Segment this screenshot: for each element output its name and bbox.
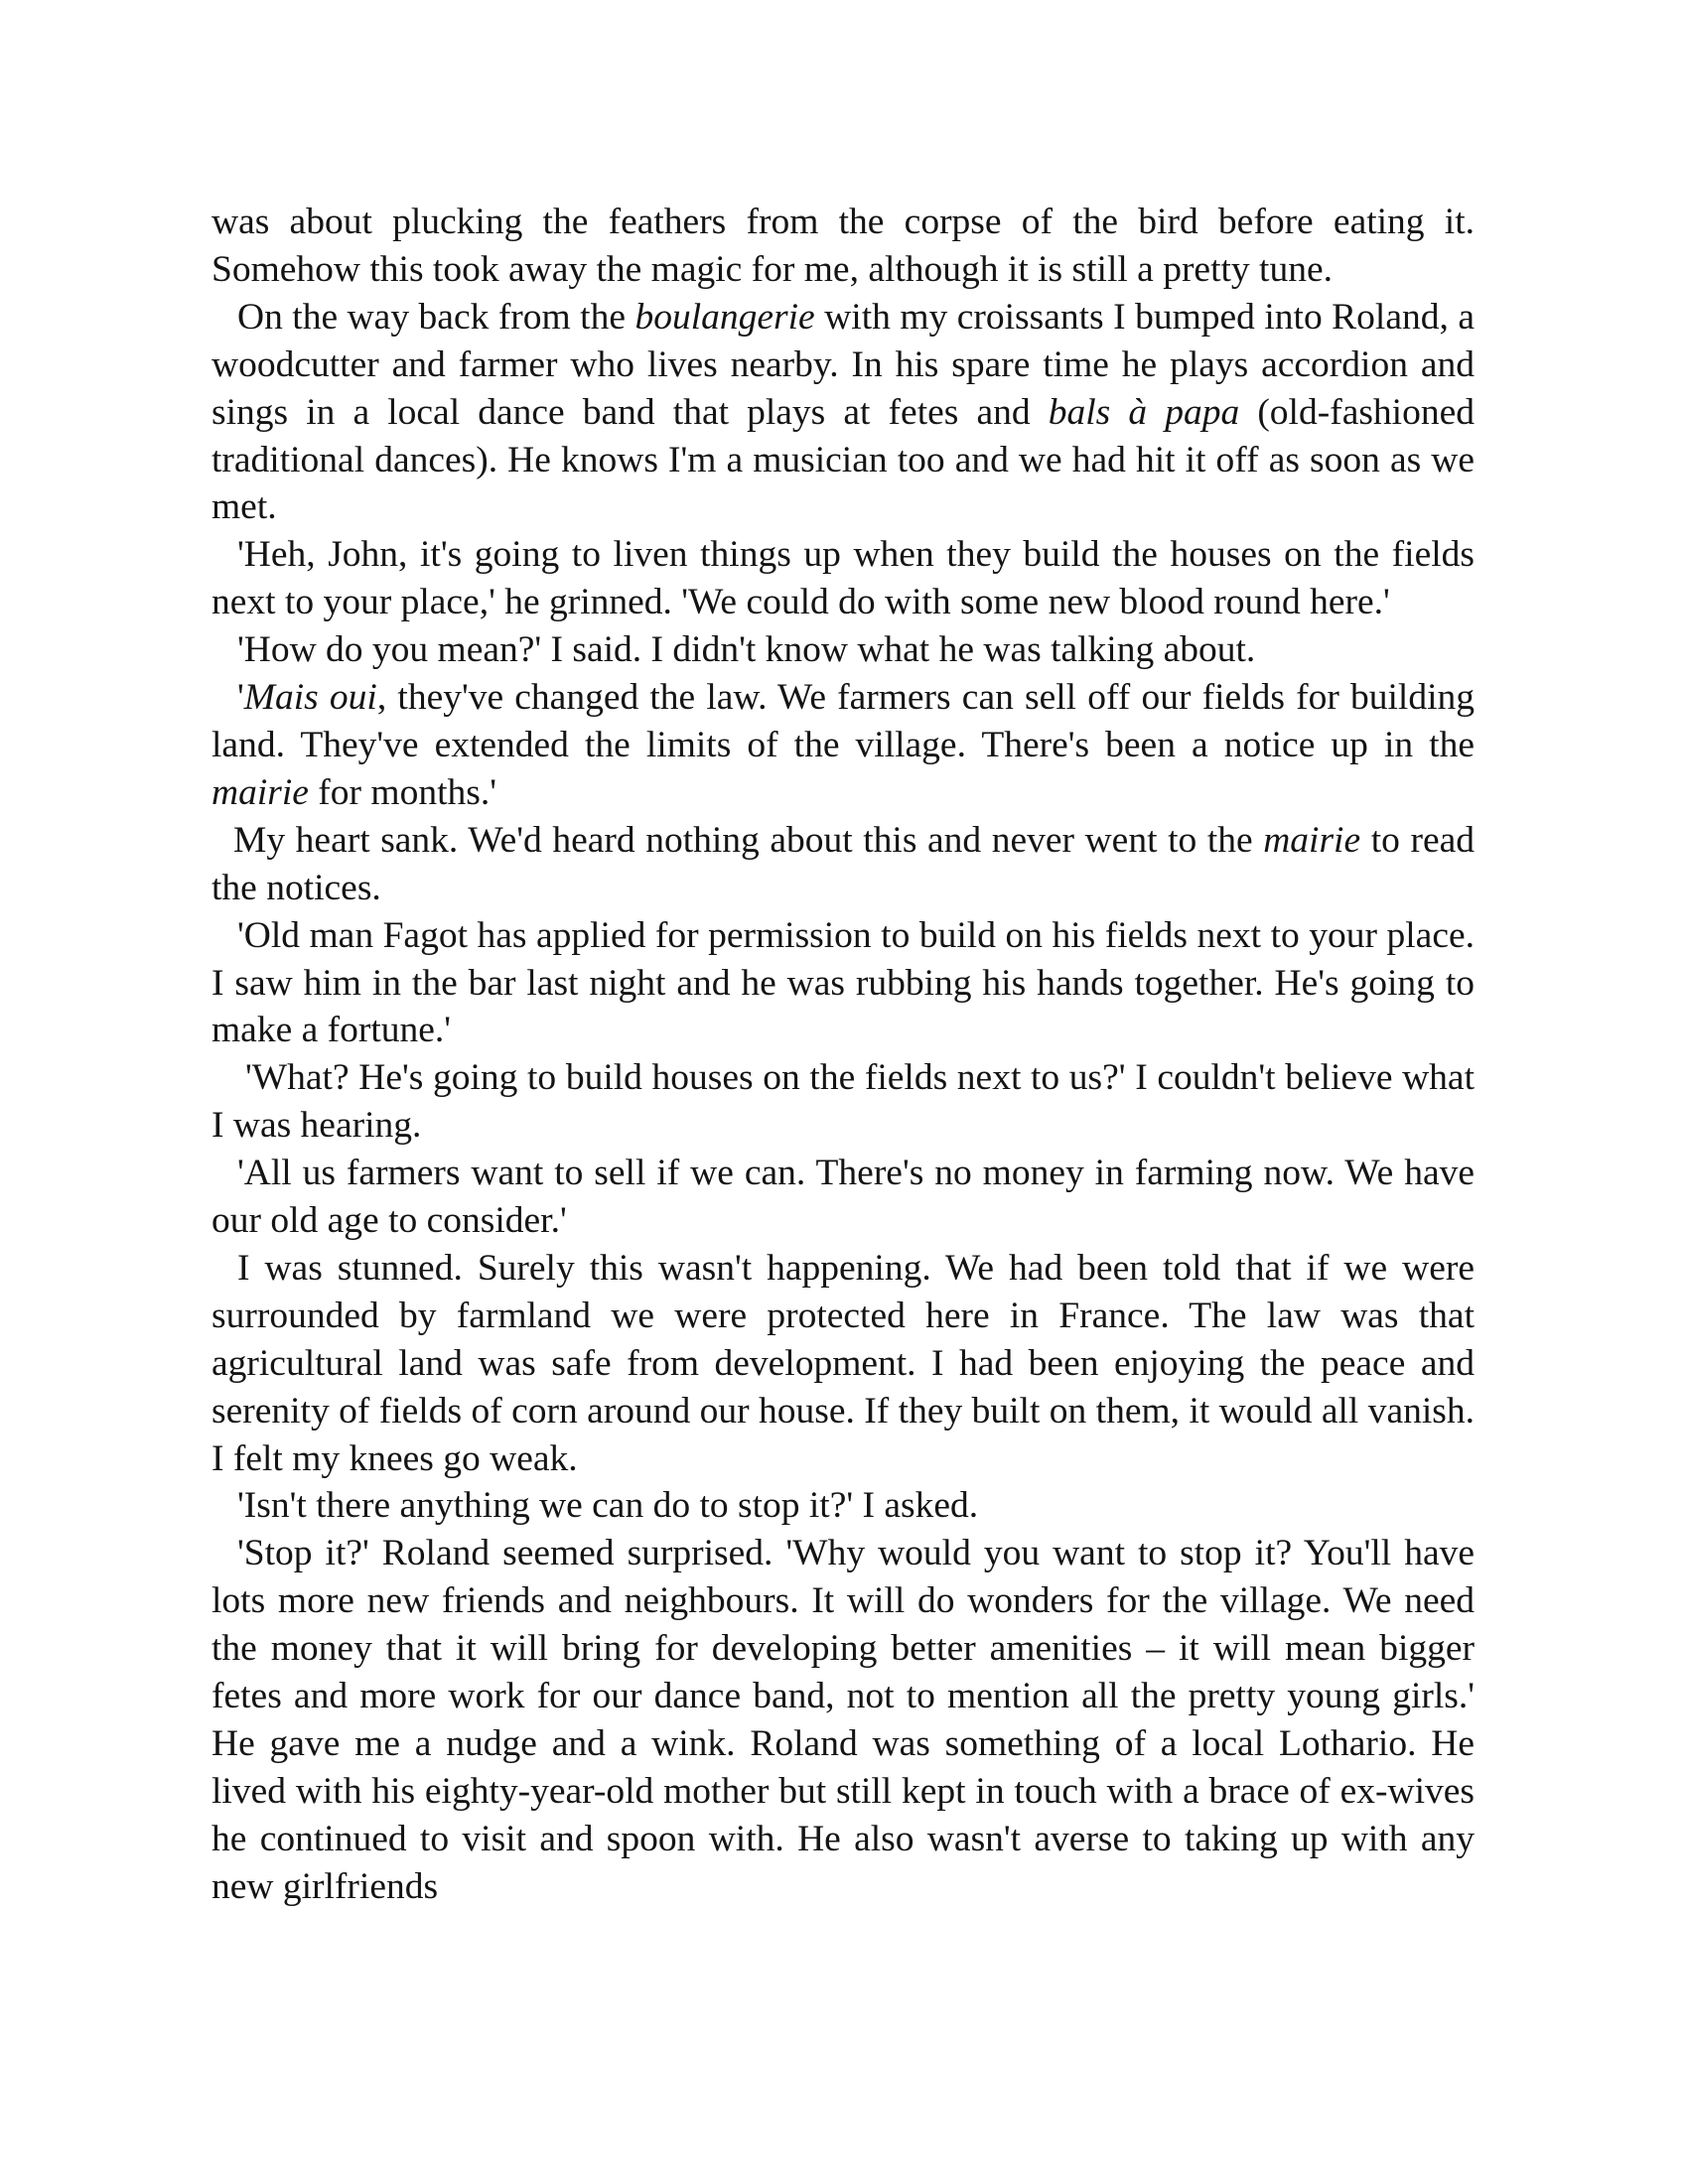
paragraph-8: [211, 1054, 1475, 1150]
paragraph-text: 'Isn't there anything we can do to stop it?' I asked.: [237, 1485, 979, 1527]
paragraph-text: for months.': [308, 771, 496, 813]
italic-term-boulangerie: boulangerie: [634, 296, 815, 338]
paragraph-1: [211, 199, 1475, 294]
page-body-text: [211, 199, 1475, 1911]
paragraph-text: 'All us farmers want to sell if we can. There's no money in farming now. We have our old age to consider.': [211, 1153, 1475, 1242]
paragraph-text: 'What? He's going to build houses on the fields next to us?' I couldn't believe what I was hearing.: [211, 1057, 1475, 1147]
italic-term-bals-a-papa: bals à papa: [1048, 391, 1240, 433]
italic-term-mairie: mairie: [211, 771, 309, 813]
paragraph-text: (old-fashioned traditional dances). He knows I'm a musician too and we had hit it off as soon as we met.: [211, 391, 1475, 528]
italic-term-mairie: mairie: [1263, 819, 1361, 861]
paragraph-11: [211, 1482, 1475, 1530]
paragraph-text: ': [237, 677, 244, 719]
paragraph-6: [211, 817, 1475, 912]
paragraph-text: 'Old man Fagot has applied for permission to build on his fields next to your place. I saw him in the bar last night and he was rubbing his hands together. He's going to make a fortune.': [211, 914, 1475, 1051]
paragraph-text: On the way back from the: [237, 296, 635, 338]
paragraph-text: 'Stop it?' Roland seemed surprised. 'Why would you want to stop it? You'll have lots more new friends and neighbours. It will do wonders for the village. We need the money that it will bring for developing better amenities – it will mean bigger fetes and more work for our dance band, not to mention all the pretty young girls.' He gave me a nudge and a wink. Roland was something of a local Lothario. He lived with his eighty-year-old mother but still kept in touch with a brace of ex-wives he continued to visit and spoon with. He also wasn't averse to taking up with any new girlfriends: [211, 1533, 1475, 1907]
paragraph-text: , they've changed the law. We farmers can sell off our fields for building land. They've extended the limits of the village. There's been a notice up in the: [211, 677, 1475, 765]
paragraph-2: [211, 294, 1475, 532]
paragraph-text: with my croissants I bumped into Roland, a woodcutter and farmer who lives nearby. In his spare time he plays accordion and sings in a local dance band that plays at fetes and: [211, 296, 1475, 433]
paragraph-7: [211, 912, 1475, 1055]
paragraph-text: 'How do you mean?' I said. I didn't know what he was talking about.: [237, 629, 1256, 671]
paragraph-text: My heart sank. We'd heard nothing about this and never went to the: [233, 819, 1264, 861]
italic-term-mais-oui: Mais oui: [243, 677, 377, 719]
paragraph-12: [211, 1530, 1475, 1910]
paragraph-5: [211, 674, 1475, 817]
paragraph-4: [211, 626, 1475, 674]
paragraph-text: to read the notices.: [211, 819, 1475, 908]
paragraph-text: was about plucking the feathers from the corpse of the bird before eating it. Somehow this took away the magic for me, although it is still a pretty tune.: [211, 202, 1475, 290]
paragraph-text: 'Heh, John, it's going to liven things up when they build the houses on the fields next to your place,' he grinned. 'We could do with some new blood round here.': [211, 534, 1475, 623]
paragraph-9: [211, 1150, 1475, 1245]
paragraph-3: [211, 531, 1475, 626]
paragraph-text: I was stunned. Surely this wasn't happening. We had been told that if we were surrounded by farmland we were protected here in France. The law was that agricultural land was safe from development. I had been enjoying the peace and serenity of fields of corn around our house. If they built on them, it would all vanish. I felt my knees go weak.: [211, 1247, 1475, 1479]
paragraph-10: [211, 1245, 1475, 1483]
